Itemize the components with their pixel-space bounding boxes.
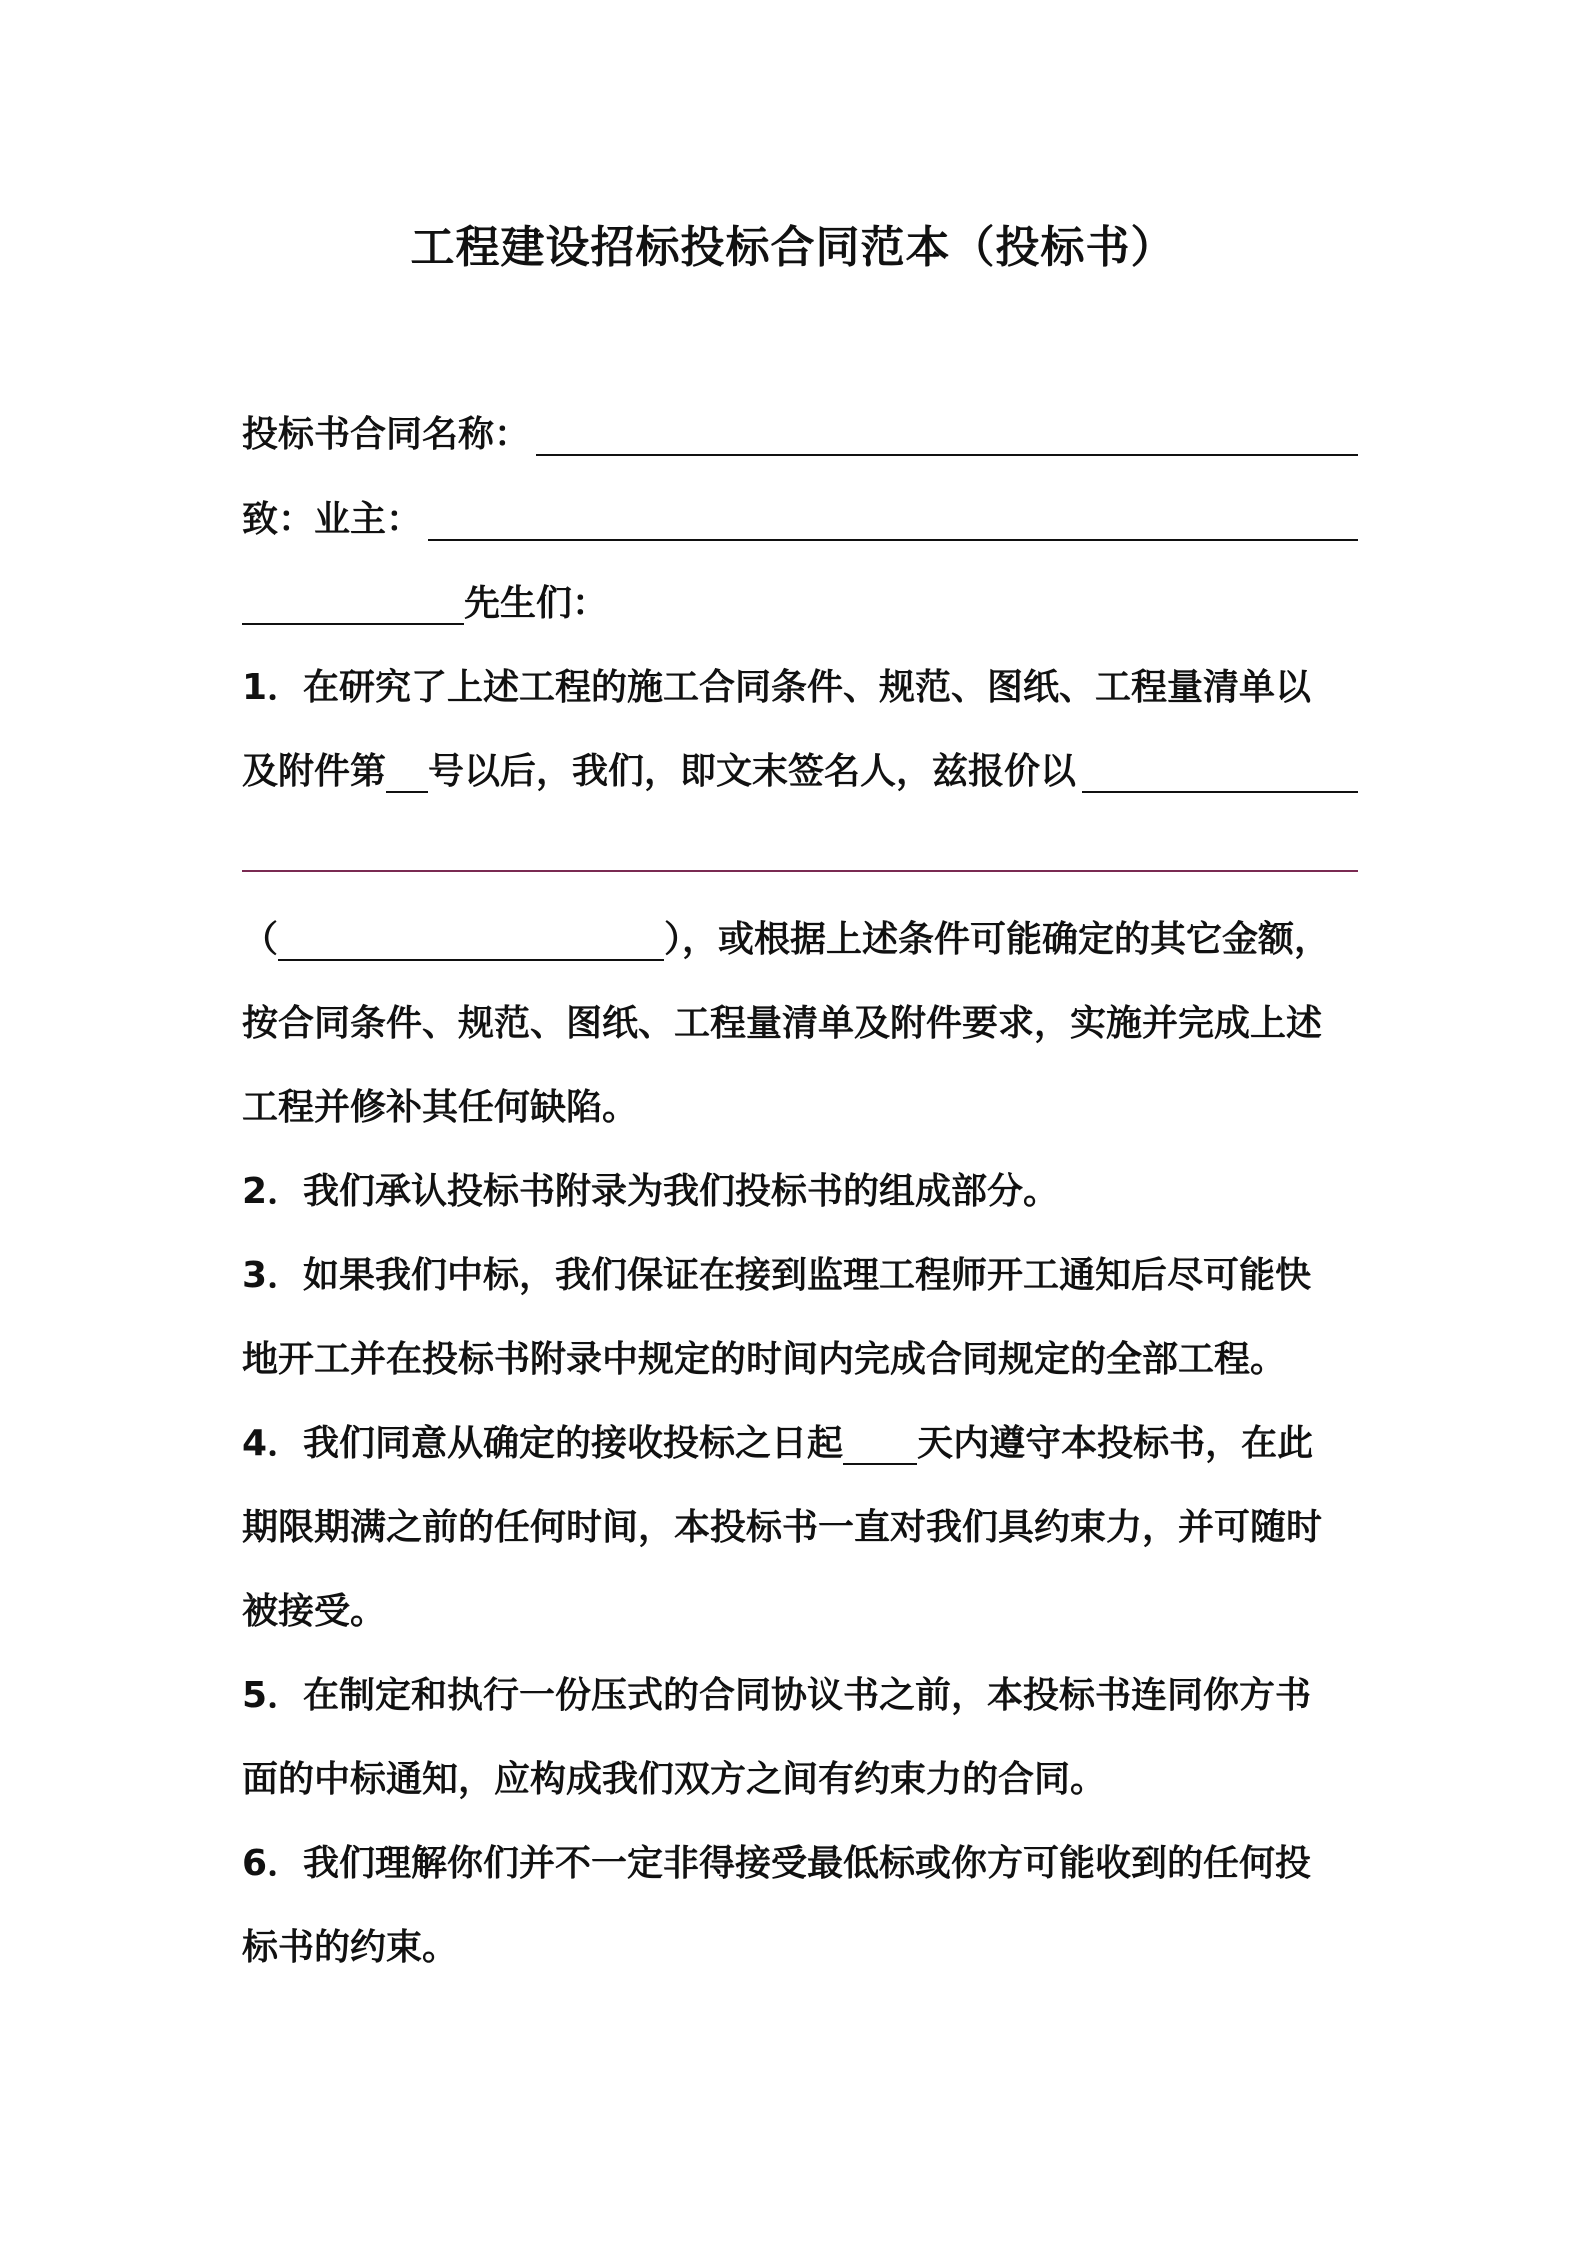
- bid-amount-continuation-line[interactable]: [242, 870, 1358, 872]
- salutation-line: [242, 574, 1358, 634]
- paragraph-3-text-1: 3．如果我们中标，我们保证在接到监理工程师开工通知后尽可能快: [242, 1255, 1312, 1296]
- paragraph-1-text-4: ），或根据上述条件可能确定的其它金额，: [664, 919, 1331, 960]
- owner-line: [242, 490, 1358, 550]
- paragraph-5-line-2: [242, 1750, 1358, 1810]
- salutation-blank[interactable]: [242, 583, 464, 625]
- paragraph-1-line-6: [242, 1078, 1358, 1138]
- paragraph-1-text-1: 1．在研究了上述工程的施工合同条件、规范、图纸、工程量清单以: [242, 667, 1312, 708]
- paragraph-2-text: 2．我们承认投标书附录为我们投标书的组成部分。: [242, 1171, 1060, 1212]
- paragraph-5-line-1: [242, 1666, 1358, 1726]
- paragraph-1-line-2: [242, 742, 1358, 802]
- paragraph-1-line-1: [242, 658, 1358, 718]
- paragraph-4-text-3: 被接受。: [242, 1591, 387, 1632]
- paragraph-5-text-1: 5．在制定和执行一份压式的合同协议书之前，本投标书连同你方书: [242, 1675, 1312, 1716]
- paragraph-4-line-1: [242, 1414, 1358, 1474]
- paragraph-3-line-1: [242, 1246, 1358, 1306]
- owner-blank[interactable]: [428, 499, 1358, 541]
- contract-name-line: [242, 405, 1358, 465]
- paragraph-4-line-3: [242, 1582, 1358, 1642]
- salutation-text: 先生们：: [464, 583, 609, 624]
- contract-name-label: 投标书合同名称：: [242, 414, 531, 455]
- validity-days-blank[interactable]: [843, 1423, 917, 1465]
- contract-name-blank[interactable]: [536, 414, 1358, 456]
- paragraph-4-text-1b: 天内遵守本投标书，在此: [917, 1423, 1314, 1464]
- paragraph-3-text-2: 地开工并在投标书附录中规定的时间内完成合同规定的全部工程。: [242, 1339, 1287, 1380]
- paragraph-1-text-5: 按合同条件、规范、图纸、工程量清单及附件要求，实施并完成上述: [242, 1003, 1323, 1044]
- paragraph-4-line-2: [242, 1498, 1358, 1558]
- bid-amount-blank[interactable]: [1082, 751, 1358, 793]
- owner-label: 致：业主：: [242, 499, 423, 540]
- paragraph-6-text-1: 6．我们理解你们并不一定非得接受最低标或你方可能收到的任何投: [242, 1843, 1312, 1884]
- paragraph-4-text-1a: 4．我们同意从确定的接收投标之日起: [242, 1423, 844, 1464]
- paragraph-1-text-6: 工程并修补其任何缺陷。: [242, 1087, 639, 1128]
- paragraph-6-text-2: 标书的约束。: [242, 1927, 459, 1968]
- bid-amount-figure-blank[interactable]: [278, 919, 664, 961]
- paragraph-6-line-1: [242, 1834, 1358, 1894]
- paragraph-3-line-2: [242, 1330, 1358, 1390]
- attachment-number-blank[interactable]: [386, 751, 428, 793]
- paragraph-1-line-5: [242, 994, 1358, 1054]
- paragraph-1-line-4: [242, 910, 1358, 970]
- paragraph-1-text-2a: 及附件第: [242, 751, 387, 792]
- document-title: 工程建设招标投标合同范本（投标书）: [410, 222, 1176, 273]
- paragraph-4-text-2: 期限期满之前的任何时间，本投标书一直对我们具约束力，并可随时: [242, 1507, 1323, 1548]
- paragraph-1-open-paren: （: [242, 919, 279, 960]
- paragraph-5-text-2: 面的中标通知，应构成我们双方之间有约束力的合同。: [242, 1759, 1107, 1800]
- paragraph-6-line-2: [242, 1918, 1358, 1978]
- paragraph-1-text-2b: 号以后，我们，即文末签名人，兹报价以: [428, 751, 1077, 792]
- paragraph-2: [242, 1162, 1358, 1222]
